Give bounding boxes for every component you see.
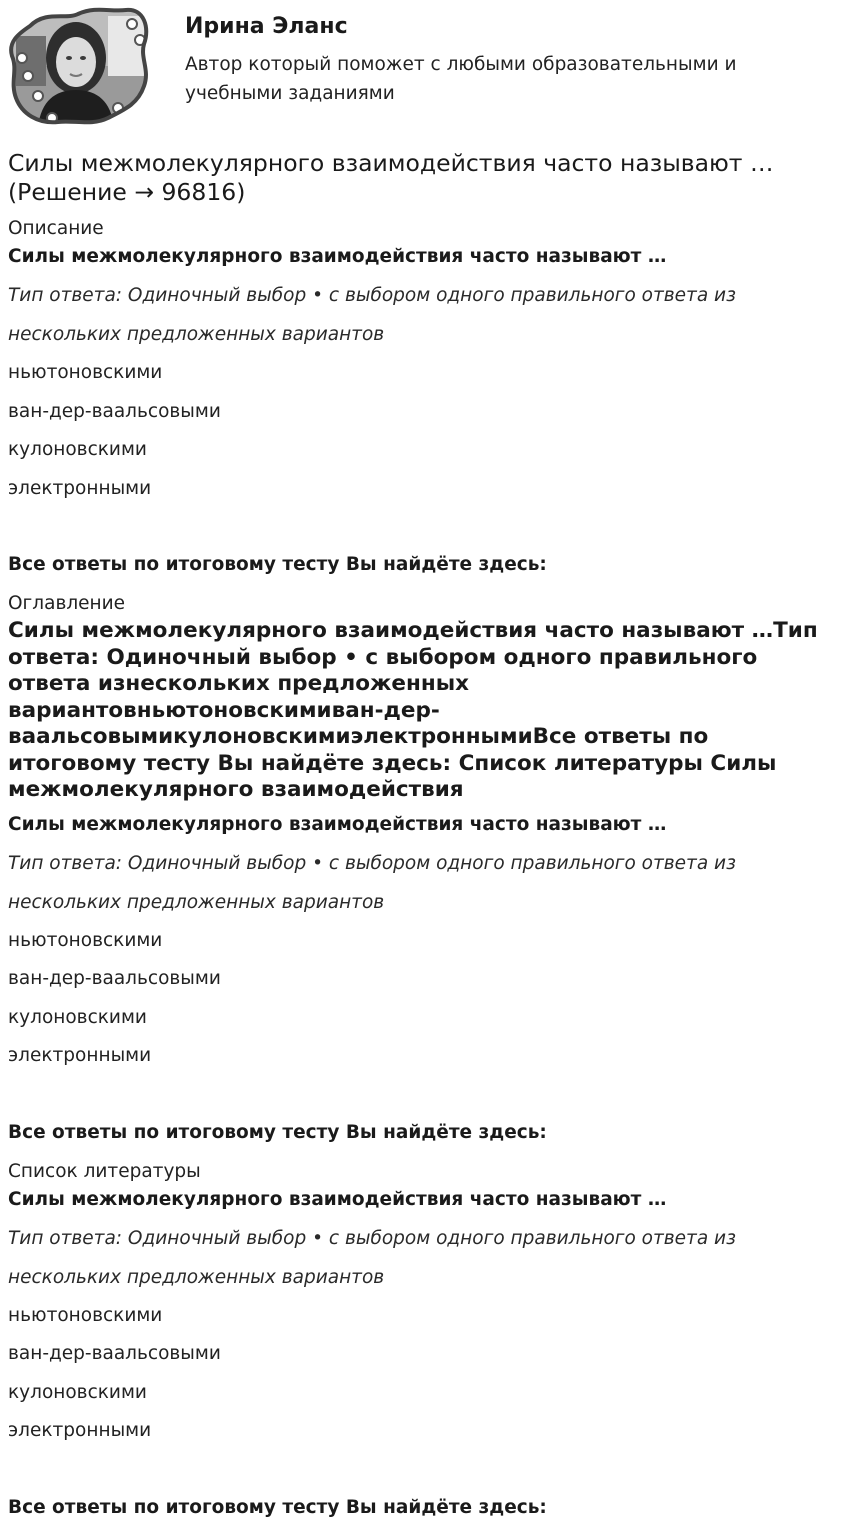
all-answers-text: Все ответы по итоговому тесту Вы найдёте здесь: bbox=[8, 1497, 547, 1518]
question-title: Силы межмолекулярного взаимодействия часто называют … bbox=[8, 814, 667, 835]
question-title: Силы межмолекулярного взаимодействия часто называют … bbox=[8, 246, 667, 267]
page-title: Силы межмолекулярного взаимодействия часто называют … (Решение → 96816) bbox=[8, 149, 774, 206]
option-item: кулоновскими bbox=[8, 1382, 147, 1403]
option-item: ван-дер-ваальсовыми bbox=[8, 1343, 221, 1364]
option-item: электронными bbox=[8, 1045, 152, 1066]
option-item: кулоновскими bbox=[8, 1007, 147, 1028]
option-item: кулоновскими bbox=[8, 439, 147, 460]
section-label-references: Список литературы bbox=[8, 1161, 201, 1182]
all-answers-text: Все ответы по итоговому тесту Вы найдёте здесь: bbox=[8, 554, 547, 575]
section-label-toc: Оглавление bbox=[8, 593, 126, 614]
answer-type: Тип ответа: Одиночный выбор • с выбором одного правильного ответа из нескольких предложенных вариантов bbox=[8, 853, 736, 913]
answer-type: Тип ответа: Одиночный выбор • с выбором одного правильного ответа из нескольких предложенных вариантов bbox=[8, 1228, 736, 1288]
author-header bbox=[8, 6, 839, 126]
toc-heading: Силы межмолекулярного взаимодействия часто называют …Тип ответа: Одиночный выбор • с выбором одного правильного ответа изнескольких предложенных вариантовньютоновскимиван-дер-ваальсовымикулоновскимиэлектроннымиВсе ответы по итоговому тесту Вы найдёте здесь: Список литературы Силы межмолекулярного взаимодействия bbox=[8, 618, 818, 802]
section-label-description: Описание bbox=[8, 218, 104, 239]
author-name[interactable]: Ирина Эланс bbox=[185, 14, 348, 39]
question-title: Силы межмолекулярного взаимодействия часто называют … bbox=[8, 1189, 667, 1210]
option-item: ньютоновскими bbox=[8, 930, 163, 951]
answer-type: Тип ответа: Одиночный выбор • с выбором одного правильного ответа из нескольких предложенных вариантов bbox=[8, 285, 736, 345]
option-item: ван-дер-ваальсовыми bbox=[8, 968, 221, 989]
option-item: электронными bbox=[8, 478, 152, 499]
option-item: ньютоновскими bbox=[8, 1305, 163, 1326]
author-description: Автор который поможет с любыми образовательными и учебными заданиями bbox=[185, 54, 737, 104]
option-item: электронными bbox=[8, 1420, 152, 1441]
author-avatar[interactable] bbox=[8, 6, 150, 126]
all-answers-text: Все ответы по итоговому тесту Вы найдёте здесь: bbox=[8, 1122, 547, 1143]
option-item: ван-дер-ваальсовыми bbox=[8, 401, 221, 422]
option-item: ньютоновскими bbox=[8, 362, 163, 383]
